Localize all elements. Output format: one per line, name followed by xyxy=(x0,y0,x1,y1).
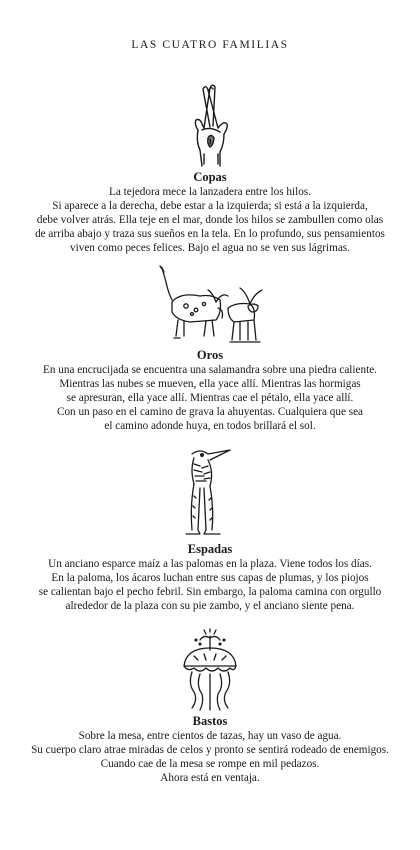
section-oros xyxy=(0,262,420,433)
text-line: se calientan bajo el pecho febril. Sin embargo, la paloma camina con orgullo xyxy=(38,586,382,598)
section-bastos xyxy=(0,628,420,785)
text-line: se apresuran, ella yace allí. Mientras cae el pétalo, ella yace allí. xyxy=(66,392,354,404)
section-copas xyxy=(0,80,420,255)
section-title: Espadas xyxy=(187,542,233,556)
text-line: debe volver atrás. Ella teje en el mar, donde los hilos se zambullen como olas xyxy=(36,214,384,226)
text-line: alrededor de la plaza con su pie zambo, y el anciano siente pena. xyxy=(65,600,355,612)
text-line: de arriba abajo y traza sus sueños en la tela. En lo profundo, sus pensamientos xyxy=(35,228,385,240)
bird-headed-figure-icon xyxy=(170,446,250,542)
text-line: Con un paso en el camino de grava la ahuyentas. Cualquiera que sea xyxy=(57,406,363,418)
text-line: viven como peces felices. Bajo el agua no se ven sus lágrimas. xyxy=(70,242,350,254)
text-line: En una encrucijada se encuentra una salamandra sobre una piedra caliente. xyxy=(43,364,377,376)
text-line: En la paloma, los ácaros luchan entre sus capas de plumas, y los piojos xyxy=(51,572,369,584)
text-line: Un anciano esparce maíz a las palomas en la plaza. Viene todos los días. xyxy=(48,558,372,570)
text-line: Cuando cae de la mesa se rompe en mil pedazos. xyxy=(100,758,320,770)
section-title: Oros xyxy=(196,348,224,362)
jellyfish-fountain-icon xyxy=(170,628,250,714)
section-title: Bastos xyxy=(192,714,228,728)
page-title: LAS CUATRO FAMILIAS xyxy=(131,39,289,51)
section-espadas xyxy=(0,446,420,613)
two-bulls-icon xyxy=(150,262,270,348)
text-line: La tejedora mece la lanzadera entre los hilos. xyxy=(109,186,311,198)
text-line: el camino adonde huya, en todos brillará el sol. xyxy=(104,420,316,432)
text-line: Mientras las nubes se mueven, ella yace allí. Mientras las hormigas xyxy=(59,378,361,390)
crossed-fingers-hand-icon xyxy=(180,80,240,170)
text-line: Ahora está en ventaja. xyxy=(160,772,260,784)
text-line: Si aparece a la derecha, debe estar a la izquierda; si está a la izquierda, xyxy=(52,200,368,212)
section-title: Copas xyxy=(193,170,227,184)
text-line: Su cuerpo claro atrae miradas de celos y pronto se sentirá rodeado de enemigos. xyxy=(31,744,389,756)
text-line: Sobre la mesa, entre cientos de tazas, hay un vaso de agua. xyxy=(78,730,342,742)
